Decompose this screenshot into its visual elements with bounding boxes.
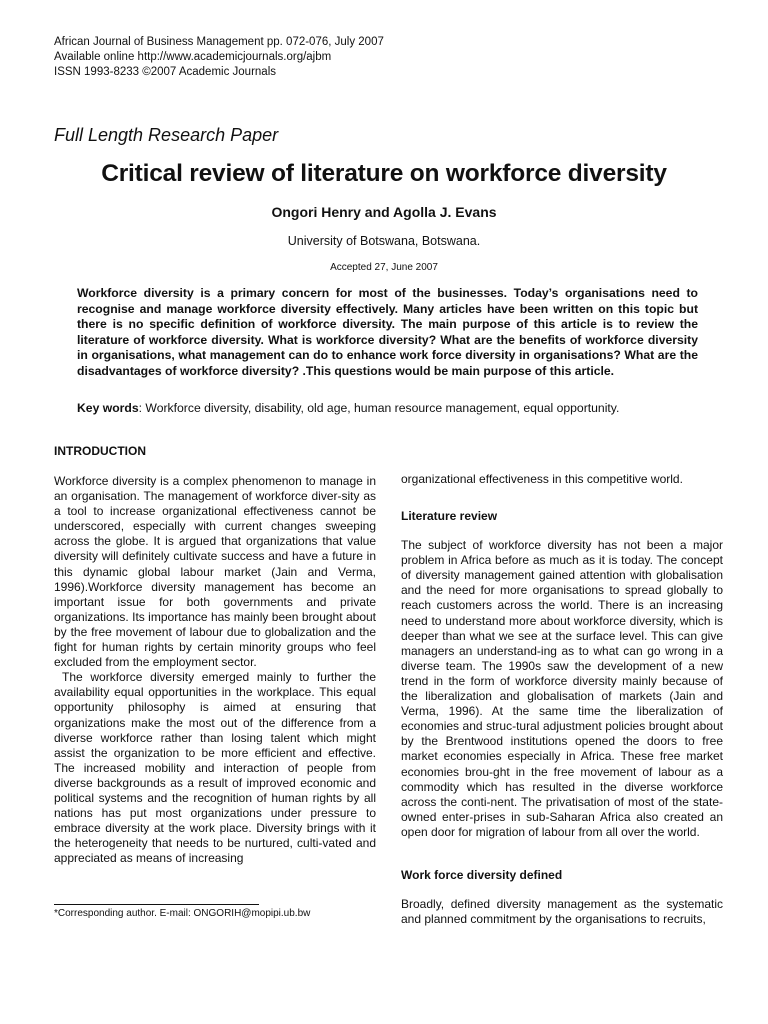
keywords-label: Key words xyxy=(77,401,139,415)
keywords-text: : Workforce diversity, disability, old age, human resource management, equal opportunity. xyxy=(138,401,620,415)
paper-type: Full Length Research Paper xyxy=(54,125,279,145)
footnote-divider xyxy=(54,904,259,905)
diversity-defined-text: Broadly, defined diversity management as the systematic and planned commitment by the organisations to recruits, xyxy=(401,896,723,927)
abstract: Workforce diversity is a primary concern for most of the businesses. Today’s organisations need to recognise and manage workforce diversity effectively. Many articles have been written on this topic but there is no specific definition of workforce diversity. The main purpose of this article is to review the literature of workforce diversity. What is workforce diversity? What are the benefits of workforce diversity in organisations, what management can do to enhance work force diversity in organisations? What are the disadvantages of workforce diversity? .This questions would be main purpose of this article. xyxy=(77,286,698,378)
introduction-paragraph-1: Workforce diversity is a complex phenomenon to manage in an organisation. The management of workforce diver-sity as a tool to increase organizational effectiveness cannot be underscored, especially with current changes sweeping across the globe. It is argued that organizations that value diversity will definitely cultivate success and have a future in this dynamic global labour market (Jain and Verma, 1996).Workforce diversity management has become an important issue for both governments and private organizations. Its importance has mainly been brought about by the free movement of labour due to globalization and the fight for human rights by certain minority groups who feel excluded from the employment sector. xyxy=(54,474,376,670)
authors: Ongori Henry and Agolla J. Evans xyxy=(271,204,497,220)
literature-review-heading: Literature review xyxy=(401,509,498,524)
introduction-paragraph-2: The workforce diversity emerged mainly to further the availability equal opportunities in the workplace. This equal opportunity philosophy is aimed at ensuring that organizations make the most out of the difference from a diverse workforce rather than losing talent which might assist the organization to be more efficient and effective. The increased mobility and interaction of people from diverse backgrounds as a result of improved economic and political systems and the recognition of human rights by all nations has put most organizations under pressure to embrace diversity at the work place. Diversity brings with it the heterogeneity that needs to be nurtured, culti-vated and appreciated as means of increasing xyxy=(54,670,376,866)
diversity-defined-heading: Work force diversity defined xyxy=(401,867,563,882)
journal-issn: ISSN 1993-8233 ©2007 Academic Journals xyxy=(54,66,276,78)
keywords xyxy=(77,401,698,415)
corresponding-author-footnote: *Corresponding author. E-mail: ONGORIH@mopipi.ub.bw xyxy=(54,908,311,919)
introduction-continuation: organizational effectiveness in this competitive world. xyxy=(401,472,683,486)
introduction-heading: INTRODUCTION xyxy=(54,444,146,458)
journal-info xyxy=(54,35,384,80)
journal-url: Available online http://www.academicjournals.org/ajbm xyxy=(54,51,332,63)
journal-citation: African Journal of Business Management pp. 072-076, July 2007 xyxy=(54,36,384,48)
left-column xyxy=(54,444,376,866)
paper-title: Critical review of literature on workforce diversity xyxy=(101,160,667,187)
literature-review-text: The subject of workforce diversity has not been a major problem in Africa before as much as it is today. The concept of diversity management gained attention with globalisation and the need for more organisations to spread globally to reach customers across the world. There is an increasing need to understand more about workforce diversity, which is deeper than what we see at the surface level. This can give managers an understand-ing as to what can go wrong in a diverse team. The 1990s saw the development of a new trend in the form of workforce diversity mainly because of the liberalization and globalisation of markets (Jain and Verma, 1996). At the same time the liberalization of economies and struc-tural adjustment policies brought about by the Brentwood institutions opened the doors to free market economies especially in Africa. These free market economies brou-ght in the free movement of labour as a commodity which has resulted in the diverse workforce across the conti-nent. The privatisation of most of the state-owned enter-prises in sub-Saharan Africa also created an open door for migration of labour from all over the world. xyxy=(401,538,723,839)
accepted-date: Accepted 27, June 2007 xyxy=(330,262,438,273)
right-column xyxy=(401,472,723,927)
affiliation: University of Botswana, Botswana. xyxy=(287,234,481,248)
